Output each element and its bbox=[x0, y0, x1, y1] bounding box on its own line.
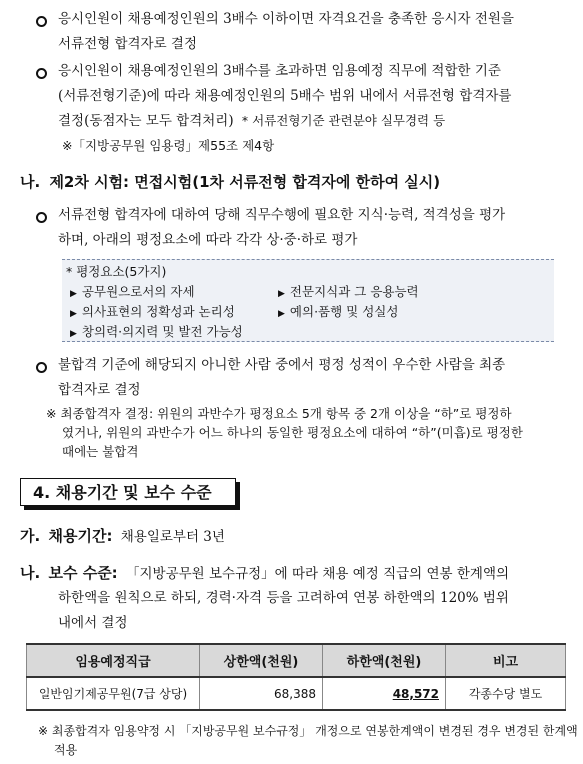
header-upper: 상한액(천원) bbox=[200, 644, 323, 677]
eval-item: ▶ 전문지식과 그 응용능력 bbox=[278, 284, 419, 299]
pay-row-1 bbox=[20, 563, 509, 584]
final-note-line-1: ※ 최종합격자 결정: 위원의 과반수가 평정요소 5개 항목 중 2개 이상을 “하”로 평정하 bbox=[46, 406, 512, 421]
eval-item: ▶ 예의·품행 및 성실성 bbox=[278, 304, 399, 319]
interview-line-1: 서류전형 합격자에 대하여 당해 직무수행에 필요한 지식·능력, 적격성을 평가 bbox=[58, 207, 506, 223]
final-note-line-3: 때에는 불합격 bbox=[62, 444, 139, 459]
eval-box-title: * 평정요소(5가지) bbox=[66, 264, 167, 279]
bullet-1-line-2: 서류전형 합격자로 결정 bbox=[58, 36, 197, 52]
section-interview-heading bbox=[20, 172, 440, 192]
pay-line-2: 하한액을 원칙으로 하되, 경력·자격 등을 고려하여 연봉 하한액의 120% 범위 bbox=[58, 590, 509, 606]
header-lower: 하한액(천원) bbox=[323, 644, 446, 677]
bullet-2-line-2: (서류전형기준)에 따라 채용예정인원의 5배수 범위 내에서 서류전형 합격자를 bbox=[58, 88, 512, 104]
bullet-1-line-1: 응시인원이 채용예정인원의 3배수 이하이면 자격요건을 충족한 응시자 전원을 bbox=[58, 11, 514, 27]
eval-item: ▶ 공무원으로서의 자세 bbox=[70, 284, 195, 299]
pay-title: 보수 수준: bbox=[48, 564, 118, 582]
header-remarks: 비고 bbox=[446, 644, 566, 677]
cell-upper: 68,388 bbox=[200, 677, 323, 710]
bullet-1-marker bbox=[36, 16, 47, 27]
fail-line-2: 합격자로 결정 bbox=[58, 382, 141, 398]
header-position: 임용예정직급 bbox=[27, 644, 200, 677]
bullet-2-line-3 bbox=[58, 111, 445, 131]
pay-table-header bbox=[27, 644, 566, 677]
cell-position: 일반임기제공무원(7급 상당) bbox=[27, 677, 200, 710]
pay-table bbox=[26, 643, 566, 711]
pay-label: 나. bbox=[20, 564, 41, 582]
fail-bullet-marker bbox=[36, 362, 47, 373]
eval-item: ▶ 창의력·의지력 및 발전 가능성 bbox=[70, 324, 243, 339]
footer-note-line-1: ※ 최종합격자 임용약정 시 「지방공무원 보수규정」 개정으로 연봉한계액이 변경된 경우 변경된 한계액 bbox=[38, 724, 578, 738]
interview-line-2: 하며, 아래의 평정요소에 따라 각각 상·중·하로 평가 bbox=[58, 232, 358, 248]
fail-line-1: 불합격 기준에 해당되지 아니한 사람 중에서 평정 성적이 우수한 사람을 최종 bbox=[58, 357, 506, 373]
interview-bullet-marker bbox=[36, 212, 47, 223]
bullet-2-line-3-text: 결정(동점자는 모두 합격처리) bbox=[58, 113, 234, 129]
section-interview-title: 제2차 시험: 면접시험(1차 서류전형 합격자에 한하여 실시) bbox=[49, 173, 441, 191]
criteria-note: * 서류전형기준 관련분야 실무경력 등 bbox=[241, 113, 446, 128]
eval-item: ▶ 의사표현의 정확성과 논리성 bbox=[70, 304, 235, 319]
pay-line-3: 내에서 결정 bbox=[58, 615, 128, 631]
cell-lower-value: 48,572 bbox=[392, 686, 439, 701]
section-interview-label: 나. bbox=[20, 173, 41, 191]
period-text: 채용일로부터 3년 bbox=[120, 529, 225, 545]
cell-remarks: 각종수당 별도 bbox=[446, 677, 566, 710]
law-reference: ※「지방공무원 임용령」제55조 제4항 bbox=[62, 138, 275, 153]
table-row bbox=[27, 677, 566, 710]
bullet-2-line-1: 응시인원이 채용예정인원의 3배수를 초과하면 임용예정 직무에 적합한 기준 bbox=[58, 63, 501, 79]
final-note-line-2: 였거나, 위원의 과반수가 어느 하나의 동일한 평정요소에 대하여 “하”(미흡)로 평정한 bbox=[62, 425, 523, 440]
period-row bbox=[20, 526, 225, 547]
pay-line-1: 「지방공무원 보수규정」에 따라 채용 예정 직급의 연봉 한계액의 bbox=[125, 566, 510, 582]
period-title: 채용기간: bbox=[48, 527, 113, 545]
cell-lower bbox=[323, 677, 446, 710]
period-label: 가. bbox=[20, 527, 41, 545]
footer-note-line-2: 적용 bbox=[54, 743, 78, 757]
bullet-2-marker bbox=[36, 68, 47, 79]
section-4-title: 4. 채용기간 및 보수 수준 bbox=[20, 478, 236, 506]
